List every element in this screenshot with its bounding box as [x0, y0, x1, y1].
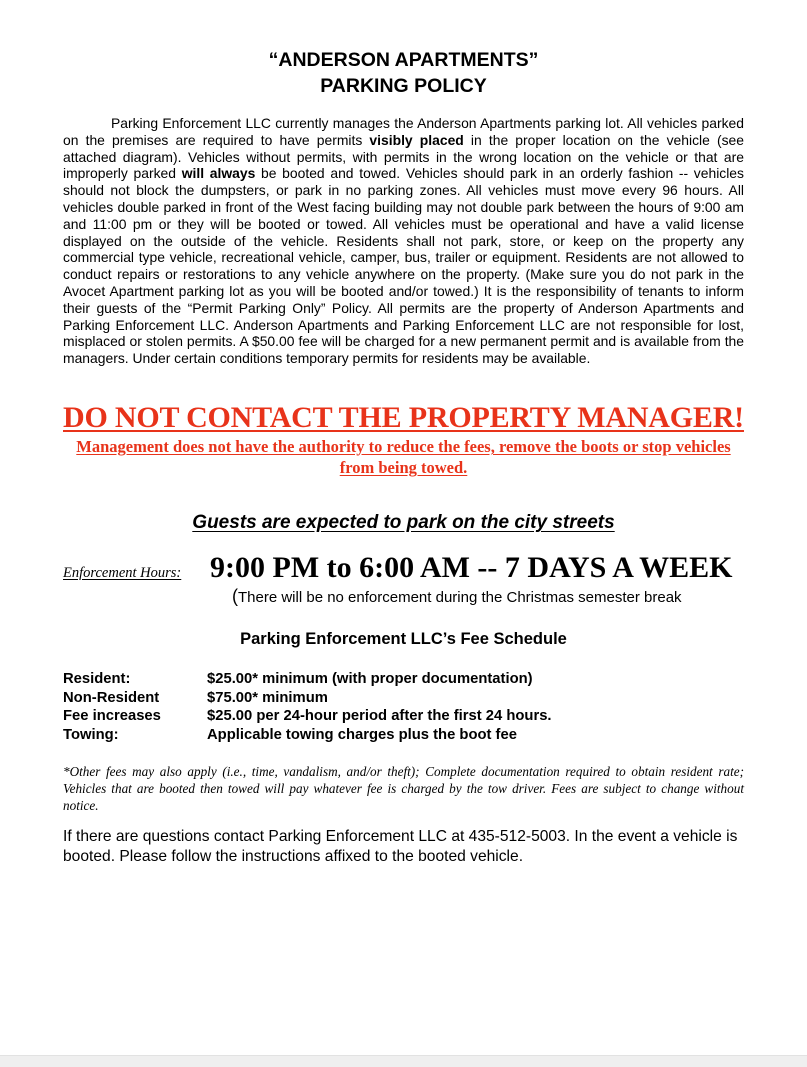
enforcement-hours-label: Enforcement Hours:: [63, 565, 182, 581]
fee-label: Non-Resident: [63, 689, 160, 706]
fee-schedule-title: Parking Enforcement LLC’s Fee Schedule: [240, 630, 567, 648]
fee-value: $25.00* minimum (with proper documentation): [207, 671, 533, 687]
fee-value: Applicable towing charges plus the boot fee: [207, 726, 517, 743]
enforcement-note-text: There will be no enforcement during the Christmas semester break: [238, 589, 682, 606]
viewer-bottom-edge: [0, 1055, 807, 1067]
policy-emphasis-visibly-placed: visibly placed: [369, 131, 464, 148]
document-title-line1: “ANDERSON APARTMENTS”: [268, 49, 539, 71]
fee-row-towing: [63, 726, 753, 745]
policy-text-2: in the proper location on the vehicle (see attached diagram). Vehicles without permits, with permits in the wrong location on the vehicle or that are improperly parked: [63, 131, 744, 182]
policy-emphasis-will-always: will always: [181, 165, 256, 182]
fee-schedule-table: [63, 670, 753, 744]
enforcement-note: [232, 586, 682, 608]
fee-label: Resident:: [63, 671, 131, 687]
policy-paragraph: [63, 115, 744, 367]
fee-row-fee-increases: [63, 707, 753, 726]
fee-label: Fee increases: [63, 708, 161, 724]
fee-footnote: *Other fees may also apply (i.e., time, vandalism, and/or theft); Complete documentation required to obtain resident rate; Vehicles that are booted then towed will pay whatever fee is charged by the tow driver. Fees are subject to change without notice.: [63, 764, 744, 813]
fee-value: $25.00 per 24-hour period after the first 24 hours.: [207, 708, 552, 724]
policy-text-3: be booted and towed. Vehicles should park in an orderly fashion -- vehicles should not block the dumpsters, or park in no parking zones. All vehicles must move every 96 hours. All vehicles double parked in front of the West facing building may not double park between the hours of 9:00 am and 11:00 pm or they will be booted or towed. All vehicles must be operational and have a valid license displayed on the outside of the vehicle. Residents shall not park, store, or keep on the property any commercial type vehicle, recreational vehicle, camper, bus, trailer or equipment. Residents are not allowed to conduct repairs or restorations to any vehicle anywhere on the property. (Make sure you do not park in the Avocet Apartment parking lot as you will be booted and/or towed.) It is the responsibility of tenants to inform their guests of the “Permit Parking Only” Policy. All permits are the property of Anderson Apartments and Parking Enforcement LLC. Anderson Apartments and Parking Enforcement LLC are not responsible for lost, misplaced or stolen permits. A $50.00 fee will be charged for a new permanent permit and is available from the managers. Under certain conditions temporary permits for residents may be available.: [63, 165, 744, 367]
guests-notice: Guests are expected to park on the city streets: [192, 512, 615, 533]
contact-paragraph: If there are questions contact Parking Enforcement LLC at 435-512-5003. In the event a vehicle is booted. Please follow the instructions affixed to the booted vehicle.: [63, 828, 738, 865]
warning-subline: Management does not have the authority to reduce the fees, remove the boots or stop vehicles from being towed.: [76, 437, 731, 477]
fee-row-resident: [63, 670, 753, 689]
policy-text-1: Parking Enforcement LLC currently manages the Anderson Apartments parking lot. All vehicles parked on the premises are required to have permits: [63, 115, 744, 148]
fee-value: $75.00* minimum: [207, 689, 328, 706]
warning-headline: DO NOT CONTACT THE PROPERTY MANAGER!: [63, 401, 744, 434]
fee-row-non-resident: [63, 689, 753, 708]
fee-label: Towing:: [63, 726, 119, 743]
enforcement-hours-value: 9:00 PM to 6:00 AM -- 7 DAYS A WEEK: [210, 551, 733, 584]
document-title-line2: PARKING POLICY: [320, 75, 487, 97]
enforcement-note-paren: (: [232, 586, 238, 606]
